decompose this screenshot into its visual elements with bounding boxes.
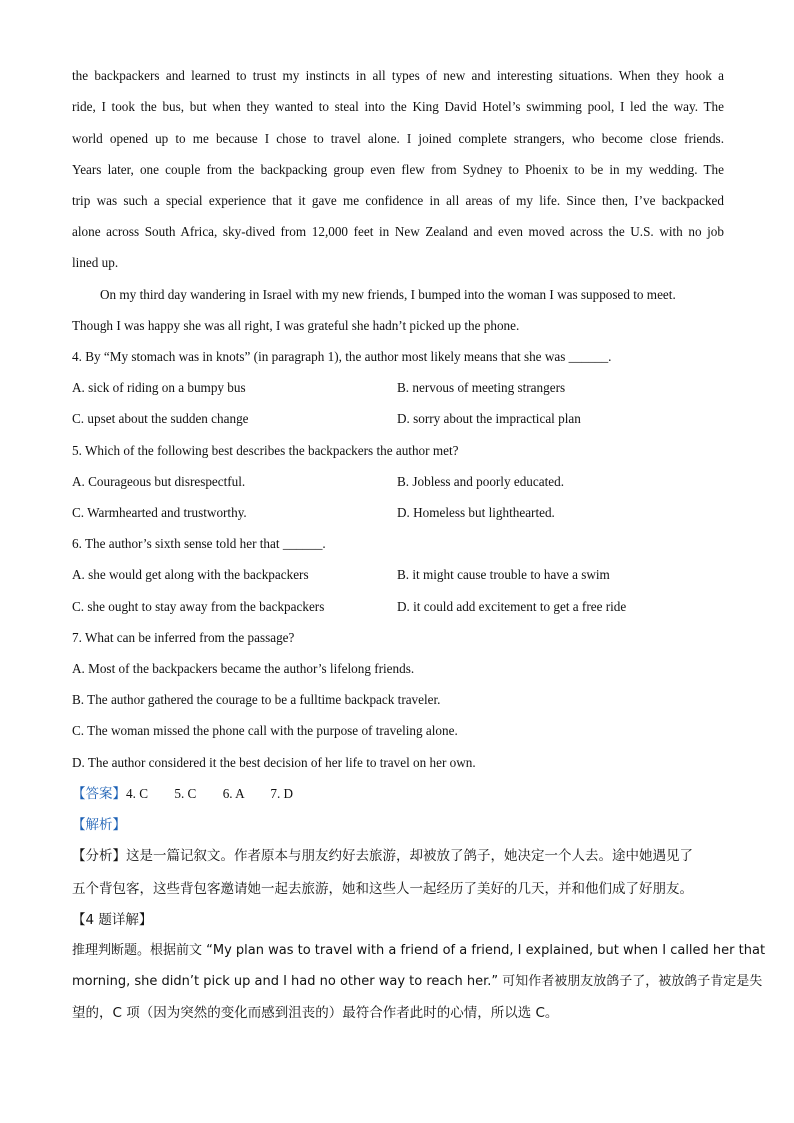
question-5-option-d: D. Homeless but lighthearted. (397, 505, 555, 520)
question-7-option-b: B. The author gathered the courage to be a fulltime backpack traveler. (72, 692, 441, 707)
question-4-option-a: A. sick of riding on a bumpy bus (72, 380, 246, 395)
question-6-option-b: B. it might cause trouble to have a swim (397, 567, 610, 582)
question-5-stem: 5. Which of the following best describes the backpackers the author met? (72, 443, 459, 458)
analysis-summary (72, 846, 724, 866)
passage-line: lined up. (72, 255, 119, 270)
passage-line: alone across South Africa, sky-dived from 12,000 feet in New Zealand and even moved across the U.S. with no job (72, 224, 724, 239)
passage-line: Years later, one couple from the backpacking group even flew from Sydney to Phoenix to be in my wedding. The (72, 162, 724, 177)
passage-line: the backpackers and learned to trust my instincts in all types of new and interesting situations. When they hook a (72, 68, 724, 83)
question-7-stem: 7. What can be inferred from the passage? (72, 630, 295, 645)
summary-text: 这是一篇记叙文。作者原本与朋友约好去旅游，却被放了鸽子，她决定一个人去。途中她遇见了 (126, 848, 693, 864)
passage-line: ride, I took the bus, but when they wanted to steal into the King David Hotel’s swimming pool, I led the way. The (72, 99, 724, 114)
question-5-option-b: B. Jobless and poorly educated. (397, 474, 565, 489)
question-4-option-b: B. nervous of meeting strangers (397, 380, 566, 395)
question-7-option-a: A. Most of the backpackers became the author’s lifelong friends. (72, 661, 415, 676)
question-5-option-c: C. Warmhearted and trustworthy. (72, 505, 247, 520)
question-4-option-d: D. sorry about the impractical plan (397, 411, 581, 426)
question-7-option-c: C. The woman missed the phone call with the purpose of traveling alone. (72, 723, 458, 738)
detail-line: 望的，C 项（因为突然的变化而感到沮丧的）最符合作者此时的心情，所以选 C。 (72, 1005, 559, 1021)
analysis-heading: 【解析】 (72, 817, 126, 833)
question-6-stem: 6. The author’s sixth sense told her that ______. (72, 536, 326, 551)
answer-key (72, 785, 724, 803)
detail-line: 推理判断题。根据前文 “My plan was to travel with a friend of a friend, I explained, but when I called her that (72, 943, 766, 958)
passage-line: On my third day wandering in Israel with my new friends, I bumped into the woman I was supposed to meet. (100, 287, 676, 302)
passage-line: world opened up to me because I chose to travel alone. I joined complete strangers, who become close friends. (72, 131, 724, 146)
question-4-option-c: C. upset about the sudden change (72, 411, 249, 426)
detail-line: morning, she didn’t pick up and I had no other way to reach her.” 可知作者被朋友放鸽子了，被放鸽子肯定是失 (72, 974, 763, 989)
question-6-option-c: C. she ought to stay away from the backpackers (72, 599, 325, 614)
analysis-summary-continued: 五个背包客，这些背包客邀请她一起去旅游，她和这些人一起经历了美好的几天，并和他们成了好朋友。 (72, 881, 693, 897)
question-7-option-d: D. The author considered it the best decision of her life to travel on her own. (72, 755, 476, 770)
question-5-option-a: A. Courageous but disrespectful. (72, 474, 246, 489)
summary-label: 【分析】 (72, 848, 126, 864)
detail-heading: 【4 题详解】 (72, 912, 153, 928)
question-6-option-d: D. it could add excitement to get a free ride (397, 599, 627, 614)
passage-line: Though I was happy she was all right, I was grateful she hadn’t picked up the phone. (72, 318, 520, 333)
question-6-option-a: A. she would get along with the backpackers (72, 567, 309, 582)
passage-line: trip was such a special experience that it gave me confidence in all areas of my life. Since then, I’ve backpacked (72, 193, 724, 208)
question-4-stem: 4. By “My stomach was in knots” (in paragraph 1), the author most likely means that she was ______. (72, 349, 612, 364)
answer-text: 4. C 5. C 6. A 7. D (126, 786, 294, 801)
answer-label: 【答案】 (72, 786, 126, 802)
